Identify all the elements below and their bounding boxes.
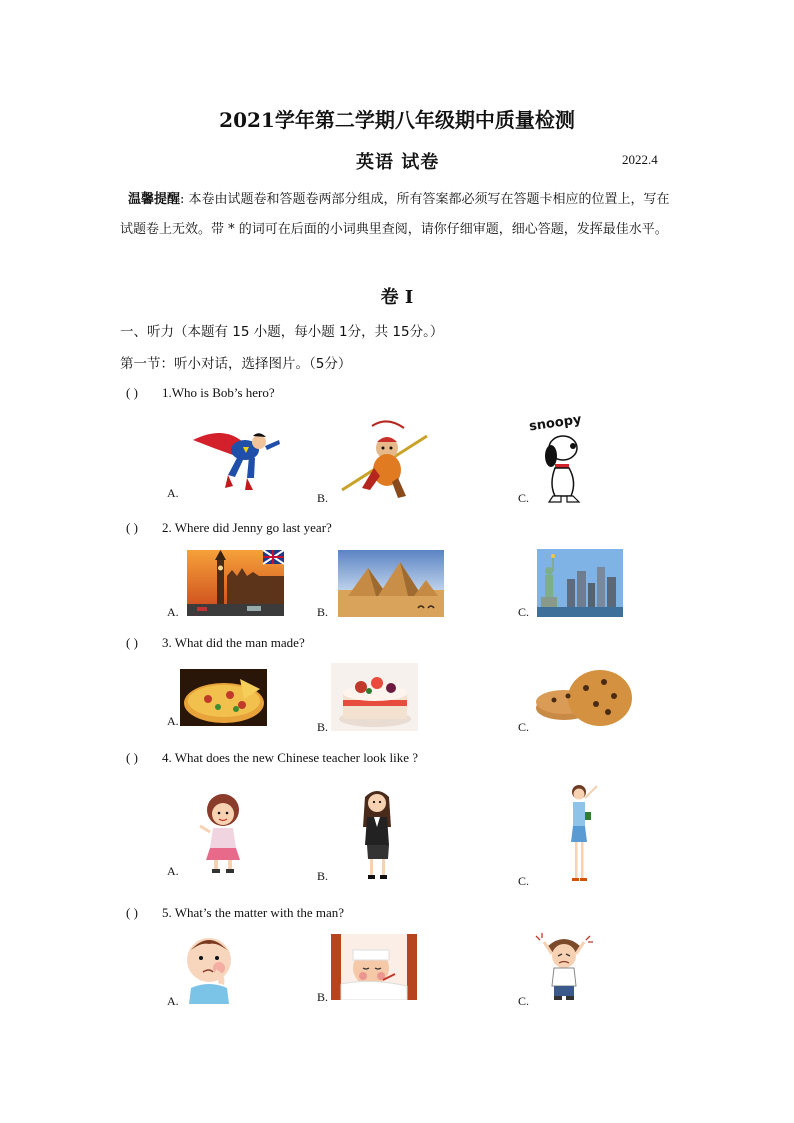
option-c-label: C.	[518, 994, 530, 1008]
answer-blank[interactable]: ( )	[126, 635, 138, 650]
option-a-label: A.	[167, 605, 179, 619]
exam-title: 2021学年第二学期八年级期中质量检测	[219, 108, 575, 132]
snoopy-text: snoopy	[528, 412, 583, 435]
option-c-label: C.	[518, 720, 530, 734]
paper-label: 卷 I	[380, 287, 414, 308]
question-text: 3. What did the man made?	[162, 635, 305, 650]
option-a-label: A.	[167, 994, 179, 1008]
answer-blank[interactable]: ( )	[126, 520, 138, 535]
option-b-label: B.	[317, 869, 329, 883]
option-b-label: B.	[317, 720, 329, 734]
short-curly-hair-woman-image	[196, 792, 250, 874]
question-text: 1.Who is Bob’s hero?	[162, 385, 275, 400]
option-a-label: A.	[167, 714, 179, 728]
superman-image	[183, 420, 283, 498]
notice-label: 温馨提醒	[128, 192, 181, 207]
question-4	[126, 750, 418, 766]
answer-blank[interactable]: ( )	[126, 905, 138, 920]
cake-image	[331, 663, 418, 731]
question-2	[126, 520, 332, 536]
option-c-label: C.	[518, 491, 530, 505]
exam-subtitle: 英语 试卷	[356, 152, 440, 173]
section-heading: 一、听力（本题有 15 小题，每小题 1分，共 15分。）	[120, 324, 444, 340]
question-1	[126, 385, 275, 401]
question-text: 5. What’s the matter with the man?	[162, 905, 345, 920]
notice-text: : 本卷由试题卷和答题卷两部分组成，所有答案都必须写在答题卡相应的位置上，写在试题卷上无效。带 * 的词可在后面的小词典里查阅，请你仔细审题，细心答题，发挥最佳水平。	[120, 192, 670, 237]
london-image	[187, 550, 284, 616]
toothache-boy-image	[183, 932, 235, 1004]
answer-blank[interactable]: ( )	[126, 750, 138, 765]
subsection-heading: 第一节：听小对话，选择图片。（5分）	[120, 356, 352, 372]
long-hair-woman-image	[355, 787, 400, 881]
statue-of-liberty-image	[537, 549, 623, 617]
question-5	[126, 905, 344, 921]
exam-date: 2022.4	[622, 152, 658, 167]
notice-paragraph	[120, 185, 678, 244]
option-c-label: C.	[518, 874, 530, 888]
option-b-label: B.	[317, 990, 329, 1004]
cookies-image	[534, 666, 634, 728]
monkey-king-image	[332, 418, 442, 500]
question-text: 2. Where did Jenny go last year?	[162, 520, 332, 535]
option-b-label: B.	[317, 605, 329, 619]
pizza-image	[180, 669, 267, 726]
pyramids-image	[338, 550, 444, 617]
snoopy-image	[527, 408, 585, 504]
question-text: 4. What does the new Chinese teacher look like ?	[162, 750, 419, 765]
headache-boy-image	[534, 932, 594, 1002]
option-a-label: A.	[167, 486, 179, 500]
question-3	[126, 635, 305, 651]
option-a-label: A.	[167, 864, 179, 878]
option-b-label: B.	[317, 491, 329, 505]
fever-man-image	[331, 934, 417, 1000]
answer-blank[interactable]: ( )	[126, 385, 138, 400]
option-c-label: C.	[518, 605, 530, 619]
tall-thin-woman-image	[563, 782, 601, 886]
